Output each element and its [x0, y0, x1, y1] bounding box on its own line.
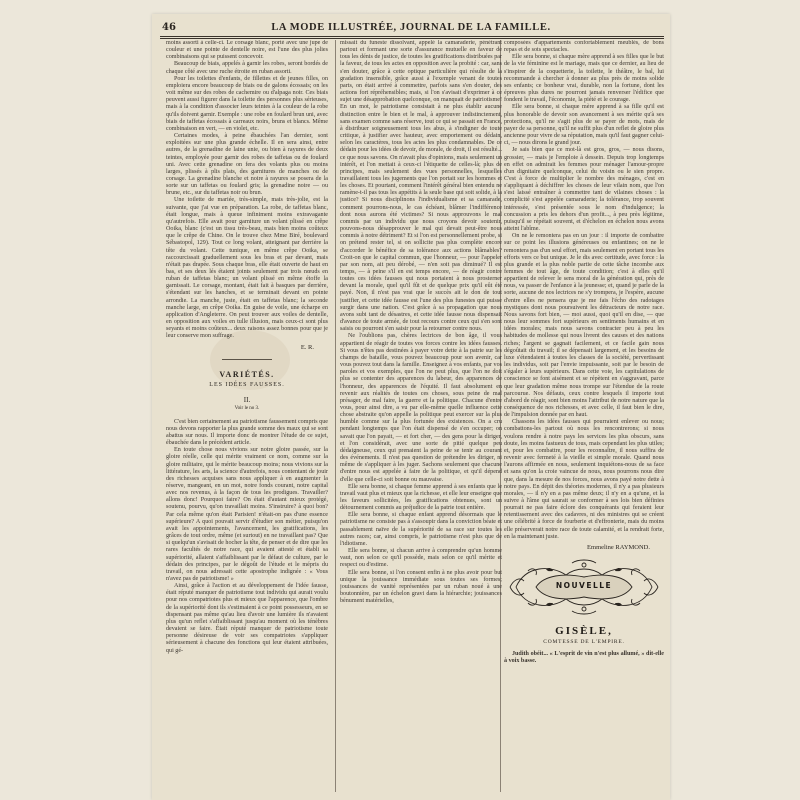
- article-paragraph: Je sais bien que ce mot-là est gros, gros, — nous disons, grossier, — mais je l'emploie à dessein. Depuis trop longtemps en effet on admirait les femmes pour ménager l'amour-propre d'un dignitaire quelconque, celui du voisin ou le sien propre. C'est à force de multiplier le nombre des ménages, c'est en s'appliquant à déchiffrer les choses de leur vilain nom, que l'on s'est laissé entraîner à commettre tant de vilaines choses : la complicité s'est appelée camaraderie; la tolérance, trop souvent intéressée, s'est présentée sous le nom d'indulgence; la concussion a pris les dehors d'un profit..., à peu près légitime, puisqu'il se répétait souvent, et d'échelon en échelon nous avons atteint l'abîme.: [504, 147, 664, 233]
- section-title: VARIÉTÉS.: [219, 369, 275, 379]
- article-paragraph: Certaines modes, à peine ébauchées l'an dernier, sont exploitées sur une plus grande échelle. Il en sera ainsi, entre autres, de la grenadine de laine unie, ou bien à rayures de deux teintes, employée pour garnir des robes de taffetas ou de foulard uni. Avec cette grenadine on fera des volants plus ou moins larges, plissés à plis plats, des garnitures de manches ou de corsage. La grenadine blanche et noire à rayures se posera de la sorte sur un taffetas ou foulard gris; la grenadine noire — ou brune, etc., sur du taffetas noir ou brun.: [166, 133, 328, 197]
- article-paragraph: C'est bien certainement au patriotisme faussement compris que nous devons rapporter la plus grande somme des maux qui se sont abattus sur nous. Il importe donc de montrer l'étude de ce sujet, ébauchée dans le précédent article.: [166, 418, 328, 447]
- novel-subtitle: COMTESSE DE L'EMPIRE.: [543, 638, 625, 645]
- page-header: [158, 20, 664, 36]
- article-paragraph: moins assorti à celle-ci. Le corsage blanc, porté avec une jupe de couleur et une pointe de dentelle noire, est l'une des plus jolies combinaisons qui se puissent concevoir.: [166, 40, 328, 61]
- article-paragraph: Elle sera bonne, si l'on consent enfin à ne plus avoir pour but unique la jouissance immédiate sous toutes ses formes; jouissances de vanité représentées par un ruban noué à une boutonnière, par un échelon gravi dans la hiérarchie; jouissances bénument matérielles,: [340, 569, 502, 605]
- article-paragraph: Pour les toilettes d'enfants, de fillettes et de jeunes filles, on emploiera encore beaucoup de biais ou de galons écossais; on les voit même sur des robes de cachemire ou d'alpaga noir. Ces biais peuvent aussi figurer dans la toilette des personnes plus sérieuses, mais à la condition d'associer leurs teintes à la couleur de la robe qu'ils doivent garnir. Exemple : une robe en foulard brun uni, avec biais de taffetas écossais à carreaux noirs, bruns et blancs. Même combinaison en vert, — en violet, etc.: [166, 75, 328, 132]
- column-divider-1: [335, 40, 336, 792]
- article-paragraph: Elle sera bonne, si chaque mère apprend à sa fille qu'il est plus honorable de devoir son avancement à ses mérite qu'à ses protections, qu'il ne s'agit plus de se payer de mots, mais de payer de sa personne, qu'il ne suffit plus d'un reflet de gloire plus ancienne pour vivre de sa réputation, mais qu'il faut gagner celui-ci, — nous dirons le grand jour.: [504, 104, 664, 147]
- fashion-article: [166, 40, 328, 341]
- article-paragraph: Elle sera bonne, si chaque enfant apprend désormais que le patriotisme ne consiste pas à s'assoupir dans la conviction béate et passablement naïve de la supériorité de sa race sur toutes les autres races; car, ainsi compris, le patriotisme n'est plus que de l'idiotisme.: [340, 512, 502, 547]
- section-subtitle: LES IDÉES FAUSSES.: [209, 381, 285, 388]
- article-paragraph: En toute chose nous vivions sur notre gloire passée, sur la gloire réelle, celle qui mérite vraiment ce nom, comme sur la gloire militaire, qui le mérite beaucoup moins; nous vivions sur la littérature, les arts, la science d'autrefois, nous contentant de jouir des richesses acquises sans nous appliquer à en augmenter la réserve, mangeant, en un mot, notre fonds courant, notre capital avec nos revenus, à la façon de tous les prodigues. Travailler? allons donc! Pourquoi faire? On était d'autant mieux protégé, soutenu, pourvu, qu'on travaillait moins. S'instruire? à quoi bon? Par cela même qu'on était Parisien! n'était-on pas d'une essence supérieure? A quoi pouvait servir d'étudier son métier, puisqu'on avait les appointements, l'avancement, les gratifications, les grâces de tout ordre, même (et surtout) en ne travaillant pas? Que si quelqu'un s'avisait de hocher la tête, de penser et de dire que les rares facultés de notre race, qui avaient attesté et établi sa supériorité, allaient s'affaiblissant par le défaut de culture, par le dédain des principes, par le dégoût de l'étude et le mépris du travail, on nous adressait cette apostrophe indignée : « Vous n'avez pas de patriotisme! »: [166, 447, 328, 582]
- article-paragraph: missait du funeste dissolvant, appelé la camaraderie, pénétrant partout et formant une sorte d'assurance mutuelle en faveur de tous les dénis de justice, de toutes les gratifications distribuées par la faveur, de tous les actes en opposition avec la probité : car, sans s'en douter, grâce à cette optique particulière qui résulte de la gradation insensible, grâce aussi à l'exemple venant de toutes parts, on était arrivé à commettre, parfois sans s'en douter, des actions fort répréhensibles; mais, si l'on s'avisait d'exprimer à ce sujet une désapprobation quelconque, on manquait de patriotisme! En un mot, le patriotisme consistait à ne plus établir aucune distinction entre le bien et le mal, à approuver indistinctement, sans examen comme sans réserve, tout ce qui se passait en France, à distribuer soigneusement tous les abus, à s'indigner de toute critique, à justifier avec hauteur, avec emportement ou dédain, selon les caractères, tous les actes les plus condamnables. De ce dédain pour les idées de devoir, de morale, de droit, il est résulté... ce que nous savons. On n'avait plus d'opinions, mais seulement un intérêt, et l'on mettait à ceux-ci l'étiquette de celles-là; plus de principes, mais seulement des vues personnelles, lesquelles travaillaient tous les jugements que l'on portait sur les hommes et les choses. Et pourtant, comment l'intérêt général bien entendu ne ramène-t-il pas tous les appétits à la seule base qui soit solide, à la justice? Si nous disciplinons l'individualisme et sa camarade, comment pourrons-nous, le cas échéant, blâmer l'indifférence dont nous aurons été victimes? Si nous approuvons le mal commis par un individu que nous croyons devoir soutenir, pouvons-nous désapprouver le mal qui devait peut-être nous commis à notre détriment? Et si l'on est personnellement probe, si on prétend rester tel, si on sollicite pas plus complète encore d'accorder le bénéfice de sa tolérance aux actions blâmables? Croit-on que le capital commun, que l'honneur, — pour l'appeler par son nom, ait peu dérobé, — n'en soit pas diminué? Il est temps, — à peine s'il en est temps encore, — de réagir contre toutes ces idées fausses qui nous portaient à nous prosterner devant la morale, quel qu'il fût et de quelque prix qu'il eût été payé. Non, il n'est pas vrai que le succès ait le don de tout justifier, et cette idée fausse est l'une des plus funestes qui puisse surgir dans une nation. C'est grâce à sa propagation que nous avons subi tant de désastres, et cette idée fausse nous dispensait d'avance de toute armée, de tout recours contre ceux qui s'en sont saisis ou pourront s'en saisir pour la retourner contre nous.: [340, 40, 502, 333]
- novel-paragraph: Judith obéit... « L'esprit de vin n'est plus allumé, » dit-elle à voix basse.: [504, 650, 664, 665]
- column-2: [340, 40, 502, 792]
- article-paragraph: Elle sera bonne, si chaque mère apprend à ses filles que le but de la vie féminine est le mariage, mais que ce dernier, au lieu de s'inspirer de la coquetterie, la toilette, le théâtre, le bal, lui recommande à chercher à donner au plus près de moins solide ses enfants; ce bonheur vrai, durable, non la fortune, dont les épreuves plus dures ne pourront jamais renverser l'édifice que fondent le travail, l'économie, la piété et le courage.: [504, 54, 664, 104]
- varietes-article-continued: [340, 40, 502, 605]
- novel-title: GISÈLE,: [555, 624, 613, 637]
- article-paragraph: Elle sera bonne, si chacun arrive à comprendre qu'un homme vaut, non selon ce qu'il possède, mais selon ce qu'il mérite et respect ou d'estime.: [340, 548, 502, 569]
- article-paragraph: Ne l'oublions pas, chères lectrices de bon âge, il vous appartient de réagir de toutes vos forces contre les idées fausses. Si vous n'êtes pas destinées à payer votre dette à la patrie sur les champs de bataille, vous pouvez beaucoup pour son avenir, car vous pouvez tout dans la famille. Enseignez à vos enfants, par vos paroles et vos exemples, que l'on ne peut plus, que l'on ne doit plus se contenter des apparences du labeur, des apparences de l'honneur, des apparences de l'équité. Il faut absolument en revenir aux réalités de toutes ces choses, sous peine de mal présager, de mal faire, la guerre et la politique. Chacune d'entre vous, pour ainsi dire, a vu par elle-même quelle influence cette chose abstraite qu'on appelle la politique peut exercer sur la plus humble comme sur la plus fortunée des existences. On a cru pendant longtemps que l'on était dispensé de s'en occuper; on savait que l'on payait, — et fort cher, — des gens pour la diriger, et l'on considérait, avec une sorte de pitié quelque peu dédaigneuse, ceux qui prenaient la peine de se tenir au courant des événements. Il n'est pas question de prétendre les diriger, ni même de s'appliquer à les juger. Sachons seulement que chacune d'entre nous est appelée à faire de la politique, et qu'il dépend d'elle que celle-ci soit bonne ou mauvaise.: [340, 333, 502, 483]
- article-paragraph: Elle sera bonne, si chaque femme apprend à ses enfants que le travail vaut plus et mieux que la richesse, et elle leur enseigne que les faveurs sollicitées, les gratifications obtenues, sont un détournement commis au préjudice de la patrie tout entière.: [340, 483, 502, 512]
- article-paragraph: Beaucoup de biais, appelés à garnir les robes, seront bordés de chaque côté avec une ruche étroite en ruban assorti.: [166, 61, 328, 75]
- article-paragraph: Ainsi, grâce à l'action et au développement de l'idée fausse, était réputé manquer de patriotisme tout individu qui aurait voulu pour nos compatriotes plus et mieux que l'apparence, que l'ombre de la supériorité dont ils s'estimaient à ce point possesseurs, en se dispensant pas même qu'au lieu d'avoir une lumière ils n'avaient plus qu'un reflet s'affaiblissant jusqu'au moment où les ténèbres devaient se faire. Était réputé manquer de patriotisme toute personne désireuse de voir ses compatriotes s'appliquer sérieusement à chacune des fonctions qui leur étaient attribuées, qui gé-: [166, 583, 328, 654]
- article-paragraph: Une toilette de mariée, très-simple, mais très-jolie, est la suivante, que j'ai vue en préparation. La robe, de taffetas blanc, était longue, mais à queue infiniment moins extravagante qu'autrefois. Elle avait pour garniture un volant plissé en crêpe Ooika, blanc (c'est un tissu très-beau, mais bien moins coûteux que le crêpe de Chine. On le trouve chez Mme Biré, boulevard Sébastopol, 129). Tout ce long volant, atteignant par derrière la tête du volant. Cette tunique, en même crêpe Ooika, se raccourcissait graduellement sous les bras et par devant, mais n'était pas drapée. Sous chaque bras, elle était ouverte de haut en bas, et ses deux lés étaient joints seulement par trois nœuds en ruban de taffetas blanc; un volant plissé en même étoffe la garnissait. Le corsage, montant, était fait à basques par derrière, s'étendant sur les hanches, et se terminait devant en pointe arrondie. La manche, juste, était en taffetas blanc; la seconde manche large, en crêpe Ooika. En guise de voile, une écharpe en application d'Angleterre. On peut trouver aux voiles de dentelle, en opposition aux voiles en tulle illusion, mais ceux-ci sont plus seyants et moins coûteux... deux raisons assez bonnes pour que je leur conserve mon suffrage.: [166, 197, 328, 340]
- varietes-article: [166, 419, 328, 655]
- page-number: 46: [162, 22, 176, 33]
- novel-text: [504, 651, 664, 665]
- article-paragraph: On ne le remontera pas en un jour : il importe de combattre sur ce point les illusions généreuses ou enfantines; on ne le remontera pas d'un seul effort, mais seulement en portant tous les efforts vers ce but unique. Je le dis avec certitude, avec force : la plus grande et la plus noble partie de cette tâche incombe aux femmes de tout âge, de toute condition; c'est à elles qu'il appartient de relever le sens moral de la génération qui, près de nous, va passer de l'enfance à la jeunesse; et, quand je parle de la sorte, aucune de nos lectrices ne s'y trompera, je l'espère, aucune d'entre elles ne pensera que je me fais l'écho des radotages mystiques dont nous poursuivent les détracteurs de notre race. Nous savons fort bien, — moi aussi, quoi qu'il en dise, — que nous leur sommes fort supérieurs en sentiments humains et en idées morales; mais nous savons contracter peu à peu les habitudes de mollesse qui nous livrent des causes et des nations riches; l'argent se gagnait facilement, et ce facile gain nous dégoûtait du travail; il se dépensait largement, et les besoins de luxe s'étendaient à toutes les classes de la société, pervertissant les individus, soit par l'envie impuissante, soit par le besoin de s'égaler à leurs supérieurs. Dans cette voie, les capitulations de conscience se font aisément et se répètent en s'aggravant, parce que leur gradation même nous trompe sur l'étendue de la route parcourue. Nos défauts, ceux contre lesquels il importe tout d'abord de réagir, sont bien moins l'attribut de notre nature que la conséquence de nos richesses, et avec celle, il faut bien le dire, de l'impulsion donnée par en haut.: [504, 233, 664, 419]
- varietes-article-end: [504, 40, 664, 541]
- chapter-reference: Voir le no 3.: [234, 405, 260, 411]
- header-rule-thin: [160, 38, 664, 39]
- chapter-numeral: II.: [243, 395, 251, 404]
- nouvelle-ornament: [506, 557, 662, 617]
- author-signature: Emmeline RAYMOND.: [587, 543, 650, 551]
- column-1: [166, 40, 328, 792]
- ornament-label: NOUVELLE: [555, 580, 613, 590]
- article-paragraph: composées d'appartements confortablement meublés, de bons repas et de sots spectacles.: [504, 40, 664, 54]
- journal-title: LA MODE ILLUSTRÉE, JOURNAL DE LA FAMILLE.: [271, 22, 551, 33]
- section-separator: [222, 359, 272, 360]
- column-3: [504, 40, 664, 792]
- header-rule: [160, 36, 664, 37]
- article-signature: E. R.: [300, 343, 314, 351]
- article-paragraph: Chassons les idées fausses qui pourraient enlever ou nous; combattons-les partout où nous les rencontrerons; si nous voulons rendre à notre pays les services les plus obscurs, sans doute, les moins fastueux de tous, mais cependant les plus utiles; et, pour les combattre, pour les reconnaître, il nous suffira de revenir avec fermeté à la vieille et simple morale. Quand nous l'aurons affirmée en nous, seulement inquiétons-nous de sa face et sans qu'on la croie vaincue de nous, nous pourrons nous dire que, dans la mesure de nos forces, nous avons payé notre dette à notre pays. En dépit des théories modernes, il n'y a pas plusieurs morales, — il n'y en a pas même deux; il n'y en a qu'une, et la suivre à l'âme qui saurait se conformer à ses lois bien définies pourrait ne pas faire éclore des conquérants qui feraient leur retentissement avec des cadavres, ni des ministres qui se créent une célébrité à force de fourberie et d'effronterie, mais du moins elle préserverait notre race de toute calamité, et la rendrait forte, en la maintenant juste.: [504, 419, 664, 540]
